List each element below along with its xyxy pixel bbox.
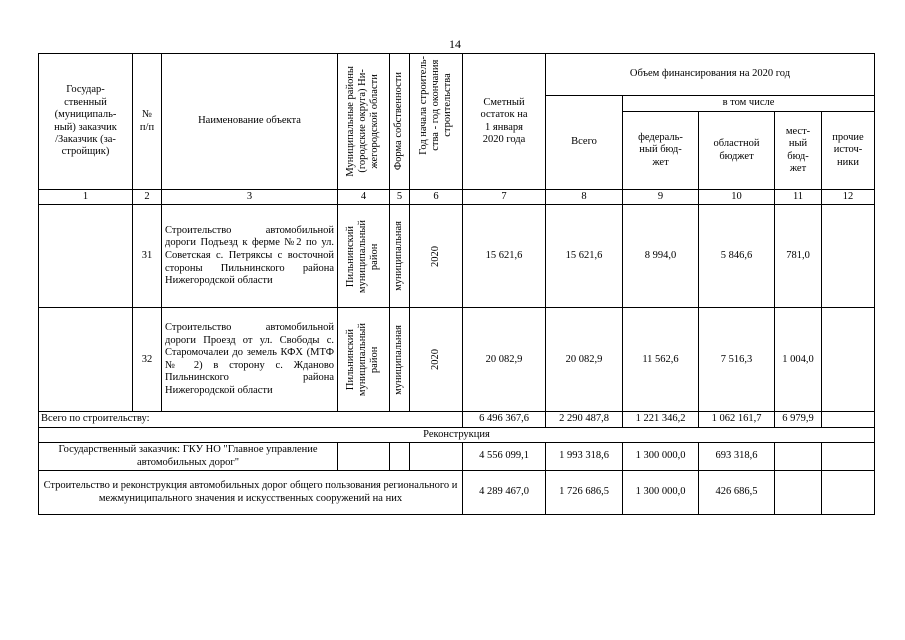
column-number: 12 — [822, 190, 875, 205]
row-other — [822, 308, 875, 412]
roads-local — [775, 471, 822, 515]
row-customer — [39, 308, 133, 412]
gku-total: 1 993 318,6 — [546, 443, 623, 471]
header-object-name: Наименование объекта — [162, 54, 338, 190]
gku-estimate: 4 556 099,1 — [463, 443, 546, 471]
financing-table — [38, 53, 875, 515]
roads-label: Строительство и реконструкция автомобильных дорог общего пользования регионального и межмуниципального значения и искусственных сооружений на них — [39, 471, 463, 515]
header-local-text: мест- ный бюд- жет — [785, 125, 811, 174]
construction-total-label: Всего по строительству: — [39, 412, 463, 427]
row-district-text: Пильнинский муниципальный район — [345, 219, 381, 293]
header-local — [775, 112, 822, 190]
column-number: 10 — [699, 190, 775, 205]
header-federal — [623, 112, 699, 190]
gku-other — [822, 443, 875, 471]
row-other — [822, 205, 875, 308]
row-estimate: 15 621,6 — [463, 205, 546, 308]
row-district — [338, 308, 390, 412]
gku-regional: 693 318,6 — [699, 443, 775, 471]
row-regional: 7 516,3 — [699, 308, 775, 412]
gku-district — [338, 443, 390, 471]
total-federal: 1 221 346,2 — [623, 412, 699, 427]
row-number: 31 — [133, 205, 162, 308]
row-ownership-text: муниципальная — [393, 221, 405, 292]
row-customer — [39, 205, 133, 308]
column-number: 9 — [623, 190, 699, 205]
row-federal: 8 994,0 — [623, 205, 699, 308]
column-number: 8 — [546, 190, 623, 205]
reconstruction-title: Реконструкция — [39, 427, 875, 442]
header-regional-text: областной бюджет — [713, 138, 760, 162]
header-regional — [699, 112, 775, 190]
header-years-text: Год начала строитель- ства - год окончания строительства — [417, 56, 454, 155]
header-customer-text: Государ- ственный (муниципаль- ный) заказчик /Заказчик (за- стройщик) — [54, 84, 117, 158]
header-financing-volume: Объем финансирования на 2020 год — [546, 54, 875, 96]
roads-total: 1 726 686,5 — [546, 471, 623, 515]
row-local: 781,0 — [775, 205, 822, 308]
roads-estimate: 4 289 467,0 — [463, 471, 546, 515]
total-total: 2 290 487,8 — [546, 412, 623, 427]
row-object-name: Строительство автомобильной дороги Подъезд к ферме №2 по ул. Советская с. Петряксы с восточной стороны Пильнинского района Нижегородской области — [162, 205, 338, 308]
row-total: 20 082,9 — [546, 308, 623, 412]
row-district — [338, 205, 390, 308]
column-number: 2 — [133, 190, 162, 205]
roads-other — [822, 471, 875, 515]
column-number: 5 — [390, 190, 410, 205]
column-number: 3 — [162, 190, 338, 205]
row-year-text: 2020 — [429, 349, 441, 371]
header-years — [410, 54, 463, 190]
gku-federal: 1 300 000,0 — [623, 443, 699, 471]
roads-row — [39, 471, 875, 515]
row-regional: 5 846,6 — [699, 205, 775, 308]
table-row — [39, 205, 875, 308]
row-number: 32 — [133, 308, 162, 412]
total-local: 6 979,9 — [775, 412, 822, 427]
row-estimate: 20 082,9 — [463, 308, 546, 412]
row-year-text: 2020 — [429, 245, 441, 267]
header-customer — [39, 54, 133, 190]
column-number: 11 — [775, 190, 822, 205]
gku-ownership — [390, 443, 410, 471]
row-ownership — [390, 205, 410, 308]
header-total: Всего — [546, 96, 623, 190]
row-local: 1 004,0 — [775, 308, 822, 412]
gku-label: Государственный заказчик: ГКУ НО "Главное управление автомобильных дорог" — [39, 443, 338, 471]
header-num — [133, 54, 162, 190]
roads-federal: 1 300 000,0 — [623, 471, 699, 515]
gku-row — [39, 443, 875, 471]
row-ownership-text: муниципальная — [393, 324, 405, 395]
gku-year — [410, 443, 463, 471]
total-regional: 1 062 161,7 — [699, 412, 775, 427]
table-row — [39, 308, 875, 412]
page-number: 14 — [449, 37, 461, 51]
construction-total-row — [39, 412, 875, 427]
total-estimate: 6 496 367,6 — [463, 412, 546, 427]
header-estimate-text: Сметный остаток на 1 января 2020 года — [480, 96, 528, 145]
header-other — [822, 112, 875, 190]
header-including: в том числе — [623, 96, 875, 112]
header-num-text: № п/п — [139, 109, 155, 133]
roads-regional: 426 686,5 — [699, 471, 775, 515]
gku-local — [775, 443, 822, 471]
header-ownership-text: Форма собственности — [393, 72, 405, 171]
header-estimate-balance — [463, 54, 546, 190]
header-other-text: прочие источ- ники — [832, 131, 864, 168]
header-ownership — [390, 54, 410, 190]
row-ownership — [390, 308, 410, 412]
header-federal-text: федераль- ный бюд- жет — [638, 131, 683, 168]
total-other — [822, 412, 875, 427]
column-numbers-row — [39, 190, 875, 205]
column-number: 1 — [39, 190, 133, 205]
header-district-text: Муниципальные районы (городские округа) Ни- жегородской области — [345, 66, 381, 177]
column-number: 4 — [338, 190, 390, 205]
row-district-text: Пильнинский муниципальный район — [345, 323, 381, 397]
row-year — [410, 308, 463, 412]
column-number: 6 — [410, 190, 463, 205]
row-federal: 11 562,6 — [623, 308, 699, 412]
row-object-name: Строительство автомобильной дороги Проезд от ул. Свободы с. Старомочалеи до земель КФХ (МТФ № 2) в сторону с. Жданово Пильнинского района Нижегородской области — [162, 308, 338, 412]
row-year — [410, 205, 463, 308]
row-total: 15 621,6 — [546, 205, 623, 308]
reconstruction-section-row — [39, 427, 875, 442]
header-district — [338, 54, 390, 190]
column-number: 7 — [463, 190, 546, 205]
